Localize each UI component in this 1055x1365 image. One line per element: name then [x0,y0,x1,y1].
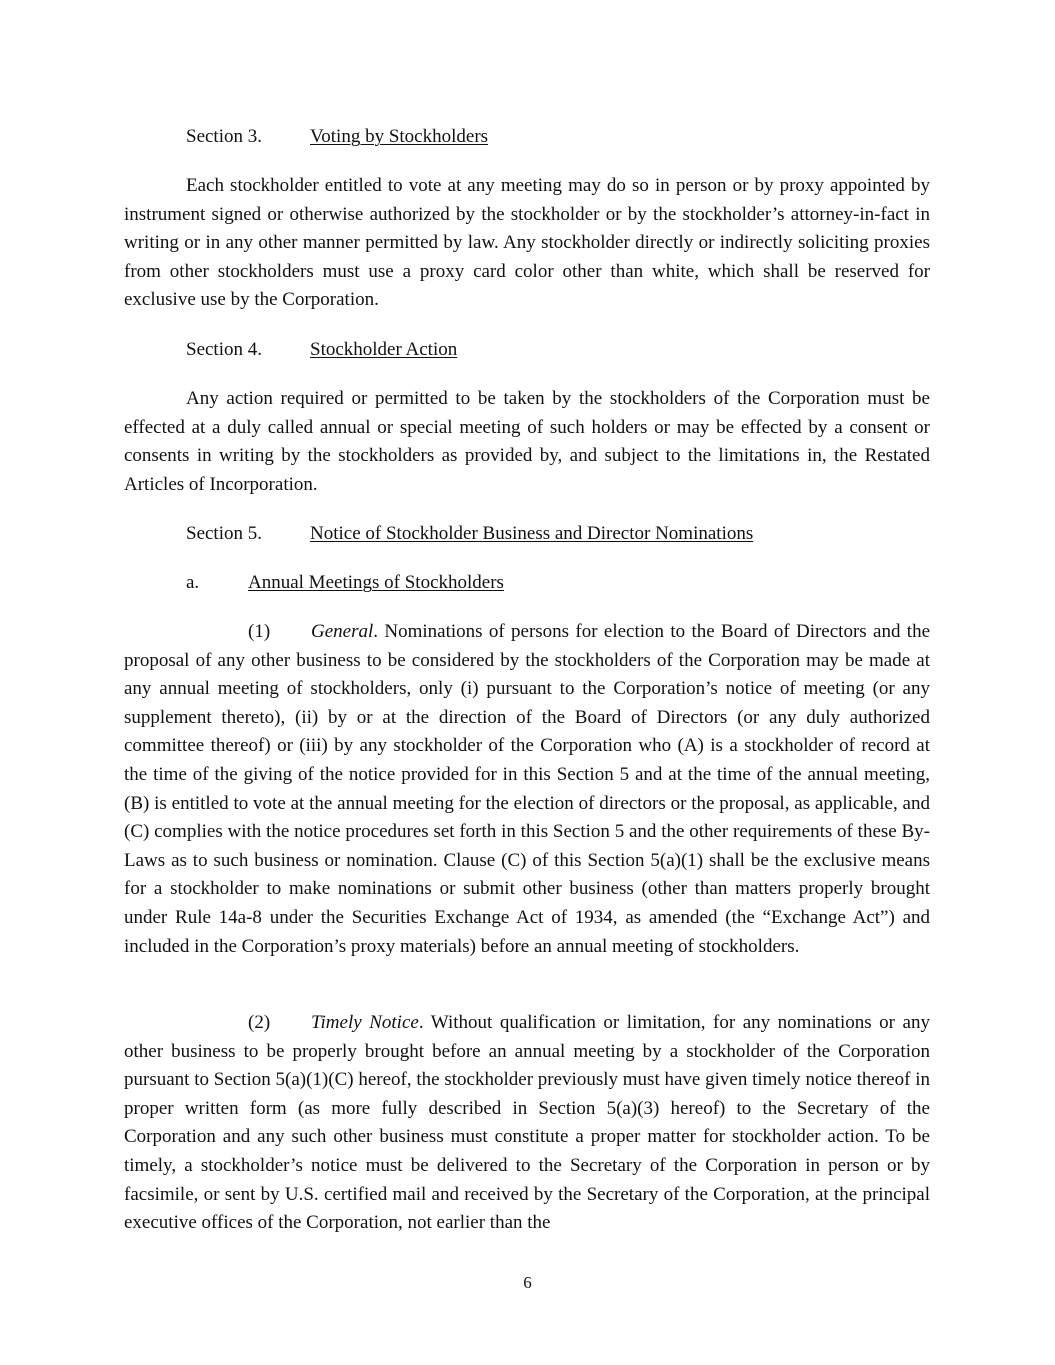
section-4-text: Any action required or permitted to be taken by the stockholders of the Corporation must be effected at a duly called annual or special meeting of such holders or may be effected by a consent or consents in writing by the stockholders as provided by, and subject to the limitations in, the Restated Articles of Incorporation. [124,388,930,495]
section-3-text: Each stockholder entitled to vote at any meeting may do so in person or by proxy appointed by instrument signed or otherwise authorized by the stockholder or by the stockholder’s attorney-in-fact in writing or in any other manner permitted by law. Any stockholder directly or indirectly soliciting proxies from other stockholders must use a proxy card color other than white, which shall be reserved for exclusive use by the Corporation. [124,175,930,311]
paragraph-2-lead: Timely Notice [311,1012,419,1033]
section-4-body [124,385,930,499]
paragraph-1-text: . Nominations of persons for election to the Board of Directors and the proposal of any other business to be considered by the stockholders of the Corporation may be made at any annual meeting of stockholders, only (i) pursuant to the Corporation’s notice of meeting (or any supplement thereto), (ii) by or at the direction of the Board of Directors (or any duly authorized committee thereof) or (iii) by any stockholder of the Corporation who (A) is a stockholder of record at the time of the giving of the notice provided for in this Section 5 and at the time of the annual meeting, (B) is entitled to vote at the annual meeting for the election of directors or the proposal, as applicable, and (C) complies with the notice procedures set forth in this Section 5 and the other requirements of these By-Laws as to such business or nomination. Clause (C) of this Section 5(a)(1) shall be the exclusive means for a stockholder to make nominations or submit other business (other than matters properly brought under Rule 14a-8 under the Securities Exchange Act of 1934, as amended (the “Exchange Act”) and included in the Corporation’s proxy materials) before an annual meeting of stockholders. [124,621,930,957]
paragraph-2-label: (2) [248,1012,271,1033]
section-3-title: Voting by Stockholders [310,126,489,147]
section-3-body [124,172,930,315]
subsection-a-title: Annual Meetings of Stockholders [248,572,504,593]
page-number: 6 [523,1273,532,1292]
paragraph-1-lead: General [311,621,374,642]
section-4-title: Stockholder Action [310,339,458,360]
paragraph-2 [124,1009,930,1238]
section-4-number: Section 4. [186,339,262,360]
paragraph-2-text: . Without qualification or limitation, for any nominations or any other business to be properly brought before an annual meeting by a stockholder of the Corporation pursuant to Section 5(a)(1)(C) hereof, the stockholder previously must have given timely notice thereof in proper written form (as more fully described in Section 5(a)(3) hereof) to the Secretary of the Corporation and any such other business must constitute a proper matter for stockholder action. To be timely, a stockholder’s notice must be delivered to the Secretary of the Corporation in person or by facsimile, or sent by U.S. certified mail and received by the Secretary of the Corporation, at the principal executive offices of the Corporation, not earlier than the [124,1012,930,1234]
subsection-a-label: a. [186,572,200,593]
section-5-title: Notice of Stockholder Business and Director Nominations [310,523,754,544]
paragraph-1-label: (1) [248,621,271,642]
section-3-number: Section 3. [186,126,262,147]
paragraph-1 [124,618,930,961]
section-5-number: Section 5. [186,523,262,544]
